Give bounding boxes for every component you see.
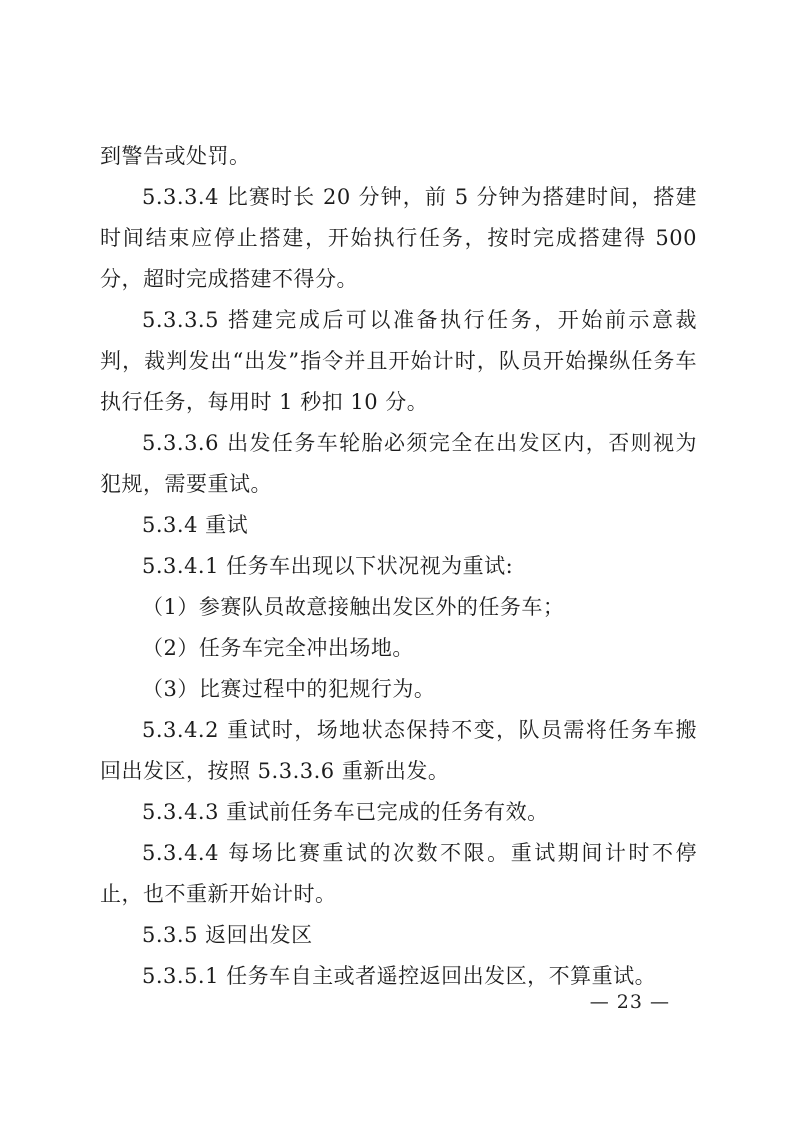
page-number: — 23 — [589,991,670,1013]
heading-5-3-4: 5.3.4 重试 [142,513,249,537]
paragraph-5-3-3-4: 5.3.3.4 比赛时长 20 分钟，前 5 分钟为搭建时间，搭建时间结束应停止搭建，开始执行任务，按时完成搭建得 500 分，超时完成搭建不得分。 [100,185,697,291]
list-item-1: （1）参赛队员故意接触出发区外的任务车； [142,595,565,619]
paragraph-5-3-3-5: 5.3.3.5 搭建完成后可以准备执行任务，开始前示意裁判，裁判发出“出发”指令并且开始计时，队员开始操纵任务车执行任务，每用时 1 秒扣 10 分。 [100,308,697,414]
paragraph-5-3-4-1: 5.3.4.1 任务车出现以下状况视为重试: [142,554,514,578]
list-item-2: （2）任务车完全冲出场地。 [142,636,414,660]
document-body [100,136,697,997]
paragraph-5-3-4-4: 5.3.4.4 每场比赛重试的次数不限。重试期间计时不停止，也不重新开始计时。 [100,841,697,906]
paragraph-5-3-4-2: 5.3.4.2 重试时，场地状态保持不变，队员需将任务车搬回出发区，按照 5.3.3.6 重新出发。 [100,718,697,783]
paragraph-5-3-4-3: 5.3.4.3 重试前任务车已完成的任务有效。 [142,800,549,824]
heading-5-3-5: 5.3.5 返回出发区 [142,923,313,947]
list-item-3: （3）比赛过程中的犯规行为。 [142,677,436,701]
paragraph-continuation: 到警告或处罚。 [100,144,251,168]
paragraph-5-3-3-6: 5.3.3.6 出发任务车轮胎必须完全在出发区内，否则视为犯规，需要重试。 [100,431,697,496]
paragraph-5-3-5-1: 5.3.5.1 任务车自主或者遥控返回出发区，不算重试。 [142,964,657,988]
